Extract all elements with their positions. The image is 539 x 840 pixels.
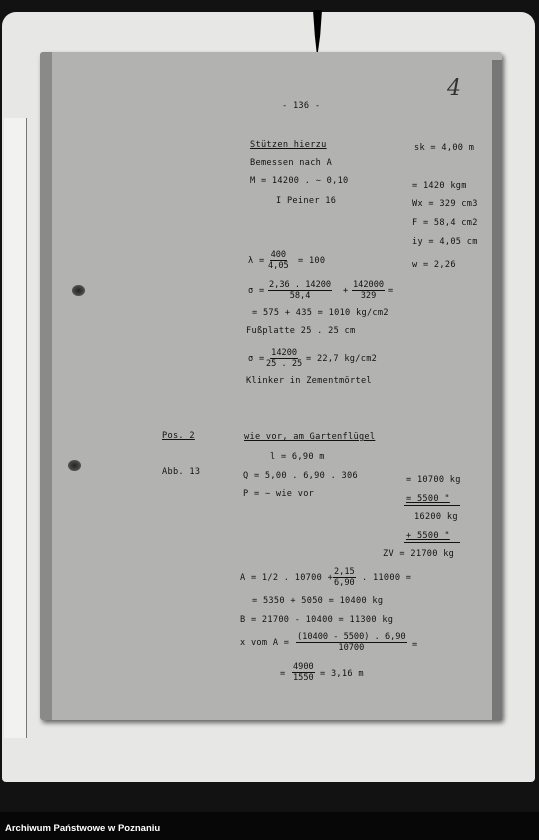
numerator: 4900 (293, 662, 314, 672)
text-line: Klinker in Zementmörtel (246, 376, 372, 386)
formula-prefix: A = 1/2 . 10700 + (240, 573, 334, 583)
denominator: 58,4 (289, 291, 311, 301)
text-line: = 575 + 435 = 1010 kg/cm2 (252, 308, 389, 318)
footer-bar (0, 812, 539, 840)
sum-line (404, 542, 460, 543)
operator: = (388, 286, 394, 296)
numerator: (10400 - 5500) . 6,90 (297, 632, 406, 642)
denominator: 25 . 25 (266, 359, 303, 369)
operator: = (280, 669, 286, 679)
text-line: P = ∼ wie vor (243, 489, 315, 499)
formula-prefix: σ = (248, 354, 265, 364)
value-line: + 5500 " (406, 531, 450, 541)
formula-prefix: x vom A = (240, 638, 290, 648)
formula-result: = 22,7 kg/cm2 (306, 354, 378, 364)
value-line: = 10700 kg (406, 475, 461, 485)
text-line: = 5350 + 5050 = 10400 kg (252, 596, 384, 606)
text-line: Fußplatte 25 . 25 cm (246, 326, 356, 336)
denominator: 10700 (338, 643, 365, 653)
section-heading: wie vor, am Gartenflügel (244, 432, 376, 442)
value-line: 16200 kg (414, 512, 458, 522)
fraction (266, 348, 302, 369)
value-line: = 5500 " (406, 494, 450, 504)
handwritten-mark: 4 (447, 76, 461, 101)
numerator: 14200 (271, 348, 298, 358)
numerator: 400 (270, 250, 287, 260)
numerator: 2,36 . 14200 (269, 280, 332, 290)
value-line: iy = 4,05 cm (412, 237, 478, 247)
total-line: ZV = 21700 kg (383, 549, 455, 559)
left-page-strip (4, 118, 27, 738)
formula-prefix: σ = (248, 286, 265, 296)
operator: + (343, 286, 349, 296)
text-line: Q = 5,00 . 6,90 . 306 (243, 471, 358, 481)
value-line: Wx = 329 cm3 (412, 199, 478, 209)
section-heading: Stützen hierzu (250, 140, 327, 150)
value-line: w = 2,26 (412, 260, 456, 270)
text-line: I Peiner 16 (276, 196, 337, 206)
figure-reference: Abb. 13 (162, 467, 201, 477)
value-line: = 1420 kgm (412, 181, 467, 191)
position-label: Pos. 2 (162, 431, 195, 441)
fraction (296, 632, 407, 653)
formula-result: = 100 (298, 256, 326, 266)
numerator: 142000 (353, 280, 385, 290)
sum-line (404, 505, 460, 506)
formula-result: = 3,16 m (320, 669, 364, 679)
fraction (352, 280, 385, 301)
fraction (268, 280, 332, 301)
operator: = (412, 640, 418, 650)
text-line: M = 14200 . ∼ 0,10 (250, 176, 349, 186)
text-line: B = 21700 - 10400 = 11300 kg (240, 615, 394, 625)
text-line: Bemessen nach A (250, 158, 333, 168)
fraction (292, 662, 315, 683)
formula-prefix: λ = (248, 256, 265, 266)
fraction (268, 250, 289, 271)
denominator: 6,90 (334, 578, 355, 588)
page-edge (492, 60, 502, 720)
numerator: 2,15 (334, 567, 355, 577)
page-number: - 136 - (282, 101, 321, 111)
punch-hole-bottom (68, 460, 81, 471)
denominator: 1550 (293, 673, 314, 683)
punch-hole-top (72, 285, 85, 296)
formula-suffix: . 11000 = (362, 573, 412, 583)
denominator: 4,05 (268, 261, 289, 271)
archive-name: Archiwum Państwowe w Poznaniu (5, 823, 161, 834)
fraction (333, 567, 356, 588)
denominator: 329 (360, 291, 377, 301)
value-line: F = 58,4 cm2 (412, 218, 478, 228)
value-line: sk = 4,00 m (414, 143, 475, 153)
text-line: l = 6,90 m (270, 452, 325, 462)
